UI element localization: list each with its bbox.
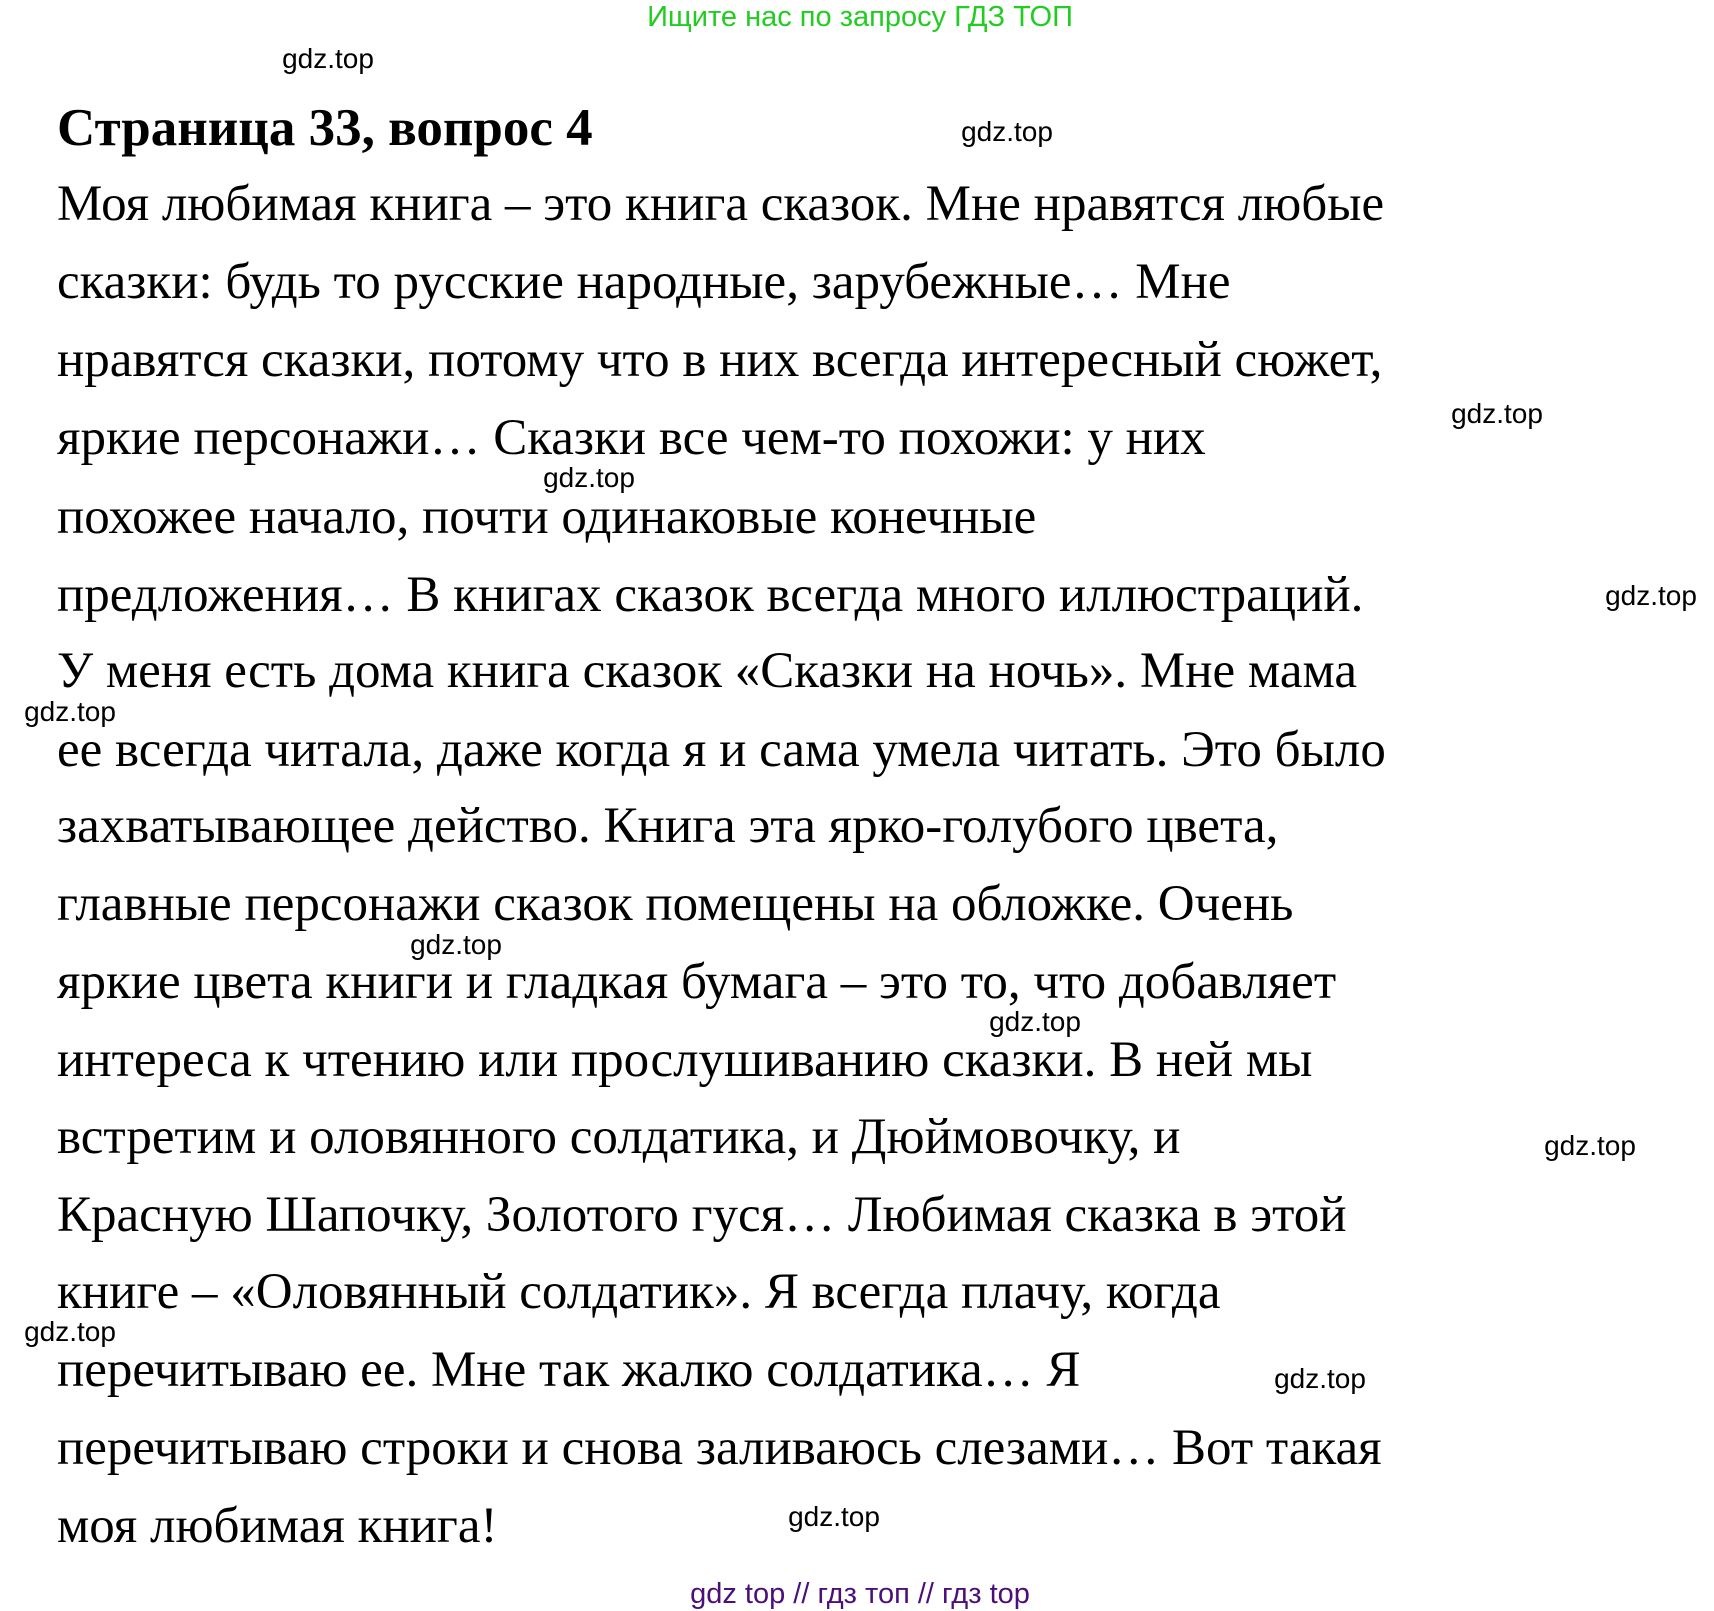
- text-line: главные персонажи сказок помещены на обложке. Очень: [57, 876, 1294, 932]
- watermark-text: gdz.top: [1544, 1130, 1636, 1161]
- text-line: встретим и оловянного солдатика, и Дюймовочку, и: [57, 1109, 1181, 1165]
- text-line: ее всегда читала, даже когда я и сама умела читать. Это было: [57, 722, 1386, 778]
- text-line: У меня есть дома книга сказок «Сказки на ночь». Мне мама: [57, 643, 1358, 699]
- text-line: яркие персонажи… Сказки все чем-то похожи: у них: [57, 410, 1206, 466]
- text-line: Моя любимая книга – это книга сказок. Мне нравятся любые: [57, 176, 1385, 232]
- text-line: похожее начало, почти одинаковые конечные: [57, 489, 1037, 545]
- text-line: нравятся сказки, потому что в них всегда интересный сюжет,: [57, 332, 1383, 388]
- footer-watermark: gdz top // гдз топ // гдз top: [690, 1578, 1030, 1610]
- text-line: перечитываю строки и снова заливаюсь слезами… Вот такая: [57, 1420, 1382, 1476]
- watermark-text: gdz.top: [961, 116, 1053, 147]
- watermark-text: gdz.top: [410, 929, 502, 960]
- watermark-text: gdz.top: [24, 696, 116, 727]
- text-line: предложения… В книгах сказок всегда много иллюстраций.: [57, 567, 1364, 623]
- text-line: яркие цвета книги и гладкая бумага – это то, что добавляет: [57, 954, 1337, 1010]
- watermark-text: gdz.top: [24, 1316, 116, 1347]
- watermark-text: gdz.top: [989, 1006, 1081, 1037]
- watermark-text: gdz.top: [282, 43, 374, 74]
- watermark-text: gdz.top: [1274, 1363, 1366, 1394]
- text-line: сказки: будь то русские народные, зарубежные… Мне: [57, 254, 1231, 310]
- watermark-text: gdz.top: [1605, 580, 1697, 611]
- search-hint-banner: Ищите нас по запросу ГДЗ ТОП: [647, 1, 1073, 33]
- watermark-text: gdz.top: [788, 1501, 880, 1532]
- text-line: перечитываю ее. Мне так жалко солдатика… Я: [57, 1342, 1081, 1398]
- text-line: захватывающее действо. Книга эта ярко-голубого цвета,: [57, 798, 1279, 854]
- watermark-text: gdz.top: [1451, 398, 1543, 429]
- text-line: интереса к чтению или прослушиванию сказки. В ней мы: [57, 1032, 1313, 1088]
- text-line: Красную Шапочку, Золотого гуся… Любимая сказка в этой: [57, 1187, 1347, 1243]
- page-title: Страница 33, вопрос 4: [57, 99, 593, 157]
- watermark-text: gdz.top: [543, 462, 635, 493]
- text-line: книге – «Оловянный солдатик». Я всегда плачу, когда: [57, 1264, 1221, 1320]
- text-line: моя любимая книга!: [57, 1498, 498, 1554]
